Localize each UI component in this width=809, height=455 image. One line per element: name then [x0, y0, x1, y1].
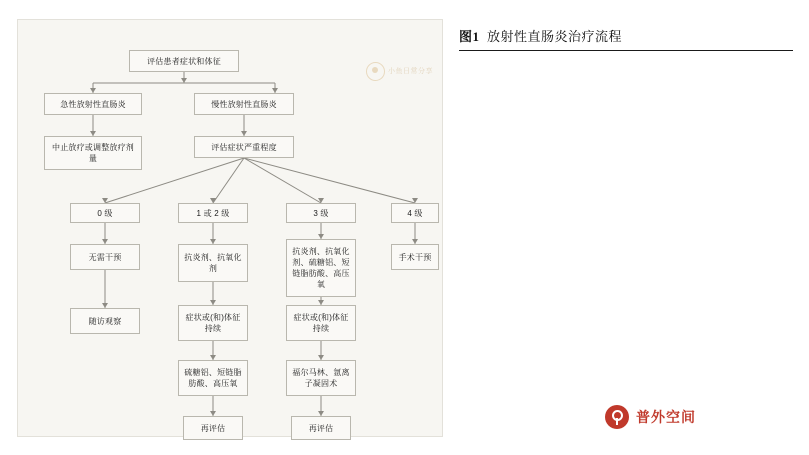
- node-stop-or-adjust-radiotherapy: [44, 136, 142, 170]
- node-label: 3 级: [313, 208, 329, 218]
- node-label: 4 级: [407, 208, 423, 218]
- node-label: 急性放射性直肠炎: [60, 99, 126, 109]
- node-symptoms-persist-1-2: [178, 305, 248, 341]
- node-label: 1 或 2 级: [196, 208, 230, 218]
- node-grade-4: [391, 203, 439, 223]
- flowchart-panel: [17, 19, 443, 437]
- caption-divider: [459, 50, 793, 51]
- node-label: 评估症状严重程度: [211, 142, 277, 152]
- node-grade-3: [286, 203, 356, 223]
- node-label: 再评估: [200, 423, 226, 433]
- node-label: 手术干预: [398, 252, 432, 262]
- node-reassess-3: [291, 416, 351, 440]
- node-label: 症状或(和)体征持续: [185, 313, 241, 333]
- node-label: 抗炎剂、抗氧化剂、硫糖铝、短链脂肪酸、高压氧: [292, 247, 350, 289]
- node-assess-severity: [194, 136, 294, 158]
- figure-caption: [459, 26, 622, 45]
- brand-mark: [605, 405, 696, 429]
- node-formalin-apc: [286, 360, 356, 396]
- node-assess-symptoms: [129, 50, 239, 72]
- node-symptoms-persist-3: [286, 305, 356, 341]
- node-sucralfate-scfa-hbo: [178, 360, 248, 396]
- node-label: 硫糖铝、短链脂肪酸、高压氧: [184, 368, 242, 388]
- watermark-ring-icon: [366, 62, 385, 81]
- node-label: 0 级: [97, 208, 113, 218]
- node-follow-up: [70, 308, 140, 334]
- node-label: 福尔马林、氩离子凝固术: [292, 368, 350, 388]
- brand-logo-icon: [605, 405, 629, 429]
- node-label: 中止放疗或调整放疗剂量: [52, 143, 134, 163]
- node-chronic-proctitis: [194, 93, 294, 115]
- node-grade-0: [70, 203, 140, 223]
- node-antiinflammatory-antioxidant: [178, 244, 248, 282]
- node-label: 无需干预: [88, 252, 122, 262]
- figure-title-text: 放射性直肠炎治疗流程: [487, 29, 623, 44]
- node-label: 症状或(和)体征持续: [293, 313, 349, 333]
- node-label: 评估患者症状和体征: [147, 56, 221, 66]
- node-label: 抗炎剂、抗氧化剂: [184, 253, 242, 273]
- node-grade-1-2: [178, 203, 248, 223]
- brand-name-label: 普外空间: [636, 411, 696, 426]
- node-surgical-intervention: [391, 244, 439, 270]
- watermark-label: 小鱼日常分享: [388, 68, 433, 75]
- node-label: 再评估: [308, 423, 334, 433]
- node-reassess-1-2: [183, 416, 243, 440]
- watermark: [366, 58, 432, 84]
- figure-number: 图1: [459, 29, 480, 44]
- node-grade3-therapy: [286, 239, 356, 297]
- node-label: 慢性放射性直肠炎: [211, 99, 277, 109]
- node-no-intervention: [70, 244, 140, 270]
- node-acute-proctitis: [44, 93, 142, 115]
- node-label: 随访观察: [88, 316, 122, 326]
